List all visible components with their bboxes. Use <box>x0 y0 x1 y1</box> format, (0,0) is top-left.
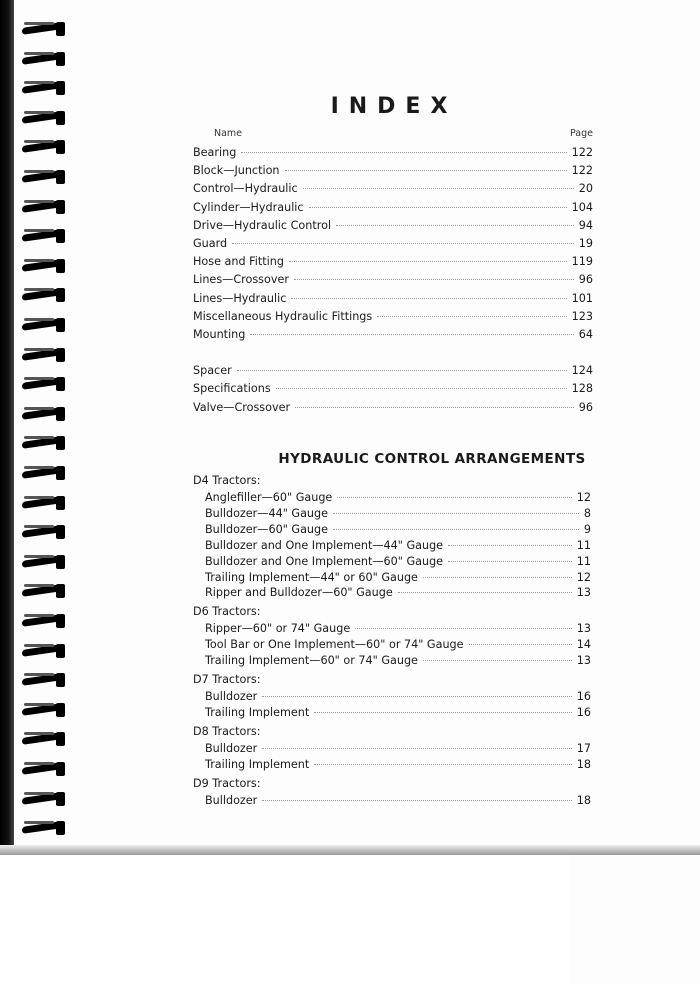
index-entry <box>205 742 591 758</box>
entry-page-number: 96 <box>578 273 593 287</box>
entry-name: Bulldozer and One Implement—44" Gauge <box>205 538 444 552</box>
entry-name: Hose and Fitting <box>193 255 284 269</box>
index-entry <box>205 507 591 523</box>
entry-name: Drive—Hydraulic Control <box>193 218 332 232</box>
dot-leader <box>262 696 571 697</box>
dot-leader <box>294 279 574 280</box>
index-entry <box>205 523 591 539</box>
index-entry <box>193 401 593 417</box>
entry-name: Bulldozer <box>205 793 258 807</box>
dot-leader <box>291 298 566 299</box>
entry-name: Spacer <box>193 364 232 377</box>
index-entry <box>205 586 591 602</box>
index-entry <box>205 622 591 638</box>
binding-ring <box>22 819 66 837</box>
tractor-group-heading: D8 Tractors: <box>193 724 261 738</box>
binding-ring <box>22 286 66 304</box>
index-entry <box>205 654 591 670</box>
entry-name: Ripper—60" or 74" Gauge <box>205 622 351 636</box>
entry-name: Block—Junction <box>193 164 280 178</box>
binding-ring <box>22 50 66 68</box>
binding-ring <box>22 138 66 156</box>
entry-name: Bulldozer <box>205 690 258 703</box>
entry-page-number: 19 <box>578 237 593 250</box>
entry-name: Bearing <box>193 146 237 159</box>
index-entry <box>205 758 591 774</box>
dot-leader <box>423 577 572 578</box>
entry-name: Cylinder—Hydraulic <box>193 200 304 214</box>
index-entry <box>193 219 593 235</box>
tractor-group-heading: D6 Tractors: <box>193 605 261 619</box>
entry-name: Bulldozer <box>205 741 258 755</box>
entry-page-number: 18 <box>576 793 591 807</box>
binding-ring <box>22 523 66 541</box>
dot-leader <box>448 561 572 562</box>
entry-name: Bulldozer—60" Gauge <box>205 522 329 536</box>
index-entry <box>205 690 591 706</box>
page-title: INDEX <box>330 94 458 119</box>
dot-leader <box>423 660 572 661</box>
entry-name: Bulldozer and One Implement—60" Gauge <box>205 554 444 568</box>
index-entry <box>193 382 593 398</box>
dot-leader <box>333 529 579 530</box>
tractor-group-heading: D9 Tractors: <box>193 776 261 790</box>
binding-ring <box>22 316 66 334</box>
entry-page-number: 104 <box>571 200 593 214</box>
dot-leader <box>241 152 566 153</box>
entry-page-number: 94 <box>578 218 593 232</box>
binding-ring <box>22 198 66 216</box>
dot-leader <box>377 316 566 317</box>
dot-leader <box>295 407 574 408</box>
binding-ring <box>22 671 66 689</box>
section-title: HYDRAULIC CONTROL ARRANGEMENTS <box>278 451 586 467</box>
entry-name: Trailing Implement <box>205 705 310 719</box>
entry-page-number: 16 <box>576 705 591 719</box>
binding-ring <box>22 227 66 245</box>
entry-page-number: 96 <box>578 400 593 414</box>
entry-name: Trailing Implement—44" or 60" Gauge <box>205 570 418 584</box>
entry-page-number: 119 <box>571 255 593 269</box>
entry-name: Tool Bar or One Implement—60" or 74" Gauge <box>205 638 464 652</box>
dot-leader <box>314 712 571 713</box>
binding-ring <box>22 730 66 748</box>
dot-leader <box>285 170 567 171</box>
entry-page-number: 9 <box>583 522 591 536</box>
binding-ring <box>22 168 66 186</box>
index-entry <box>205 794 591 810</box>
entry-page-number: 123 <box>571 309 593 323</box>
entry-page-number: 101 <box>571 291 593 305</box>
binding-ring <box>22 405 66 423</box>
page-column-header: Page <box>570 128 700 983</box>
entry-page-number: 128 <box>571 382 593 396</box>
entry-name: Lines—Crossover <box>193 273 289 287</box>
entry-name: Lines—Hydraulic <box>193 291 287 305</box>
index-entry <box>193 201 593 217</box>
entry-name: Trailing Implement—60" or 74" Gauge <box>205 654 418 668</box>
binding-ring <box>22 346 66 364</box>
binding-ring <box>22 612 66 630</box>
entry-page-number: 20 <box>578 182 593 196</box>
dot-leader <box>289 261 567 262</box>
entry-name: Mounting <box>193 328 246 341</box>
index-entry <box>193 292 593 308</box>
dot-leader <box>355 628 572 629</box>
tractor-group-heading: D4 Tractors: <box>193 474 261 487</box>
index-entry <box>193 273 593 289</box>
index-entry <box>193 328 593 344</box>
dot-leader <box>250 334 573 335</box>
index-entry <box>193 364 593 380</box>
binding-ring <box>22 494 66 512</box>
entry-name: Specifications <box>193 382 271 396</box>
index-entry <box>193 310 593 326</box>
entry-page-number: 16 <box>576 690 591 703</box>
entry-page-number: 14 <box>576 638 591 652</box>
dot-leader <box>237 370 567 371</box>
binding-ring <box>22 790 66 808</box>
entry-page-number: 13 <box>576 654 591 668</box>
entry-page-number: 122 <box>571 164 593 178</box>
entry-page-number: 11 <box>576 538 591 552</box>
entry-page-number: 12 <box>576 570 591 584</box>
index-entry <box>193 237 593 253</box>
dot-leader <box>398 592 572 593</box>
entry-name: Guard <box>193 237 228 250</box>
index-entry <box>193 255 593 271</box>
index-entry <box>193 182 593 198</box>
spiral-binding <box>0 0 70 855</box>
name-column-header: Name <box>214 128 243 139</box>
entry-name: Valve—Crossover <box>193 400 291 414</box>
binding-ring <box>22 701 66 719</box>
dot-leader <box>336 225 574 226</box>
entry-name: Control—Hydraulic <box>193 182 298 196</box>
dot-leader <box>276 388 567 389</box>
entry-name: Ripper and Bulldozer—60" Gauge <box>205 586 393 600</box>
binding-ring <box>22 434 66 452</box>
entry-name: Trailing Implement <box>205 757 310 771</box>
dot-leader <box>262 748 571 749</box>
index-entry <box>205 638 591 654</box>
index-entry <box>193 164 593 180</box>
binding-ring <box>22 553 66 571</box>
binding-ring <box>22 257 66 275</box>
dot-leader <box>232 243 574 244</box>
index-entry <box>205 555 591 571</box>
entry-page-number: 17 <box>576 741 591 755</box>
dot-leader <box>469 644 572 645</box>
entry-name: Bulldozer—44" Gauge <box>205 506 329 520</box>
binding-ring <box>22 760 66 778</box>
entry-name: Miscellaneous Hydraulic Fittings <box>193 309 373 323</box>
entry-page-number: 124 <box>571 364 593 377</box>
entry-page-number: 11 <box>576 554 591 568</box>
entry-page-number: 18 <box>576 757 591 771</box>
index-entry <box>205 706 591 722</box>
entry-page-number: 12 <box>576 491 591 504</box>
index-entry <box>205 571 591 587</box>
dot-leader <box>303 188 574 189</box>
dot-leader <box>314 764 571 765</box>
dot-leader <box>309 207 567 208</box>
dot-leader <box>262 800 571 801</box>
entry-page-number: 122 <box>571 146 593 159</box>
index-entry <box>205 539 591 555</box>
binding-ring <box>22 20 66 38</box>
binding-ring <box>22 642 66 660</box>
index-entry <box>205 491 591 507</box>
dot-leader <box>333 513 579 514</box>
entry-name: Anglefiller—60" Gauge <box>205 491 333 504</box>
binding-ring <box>22 375 66 393</box>
dot-leader <box>337 497 571 498</box>
entry-page-number: 13 <box>576 622 591 636</box>
entry-page-number: 13 <box>576 586 591 600</box>
index-entry <box>193 146 593 162</box>
binding-ring <box>22 582 66 600</box>
dot-leader <box>448 545 572 546</box>
page-bottom-edge <box>0 845 700 855</box>
entry-page-number: 8 <box>583 506 591 520</box>
entry-page-number: 64 <box>578 328 593 341</box>
tractor-group-heading: D7 Tractors: <box>193 673 261 686</box>
